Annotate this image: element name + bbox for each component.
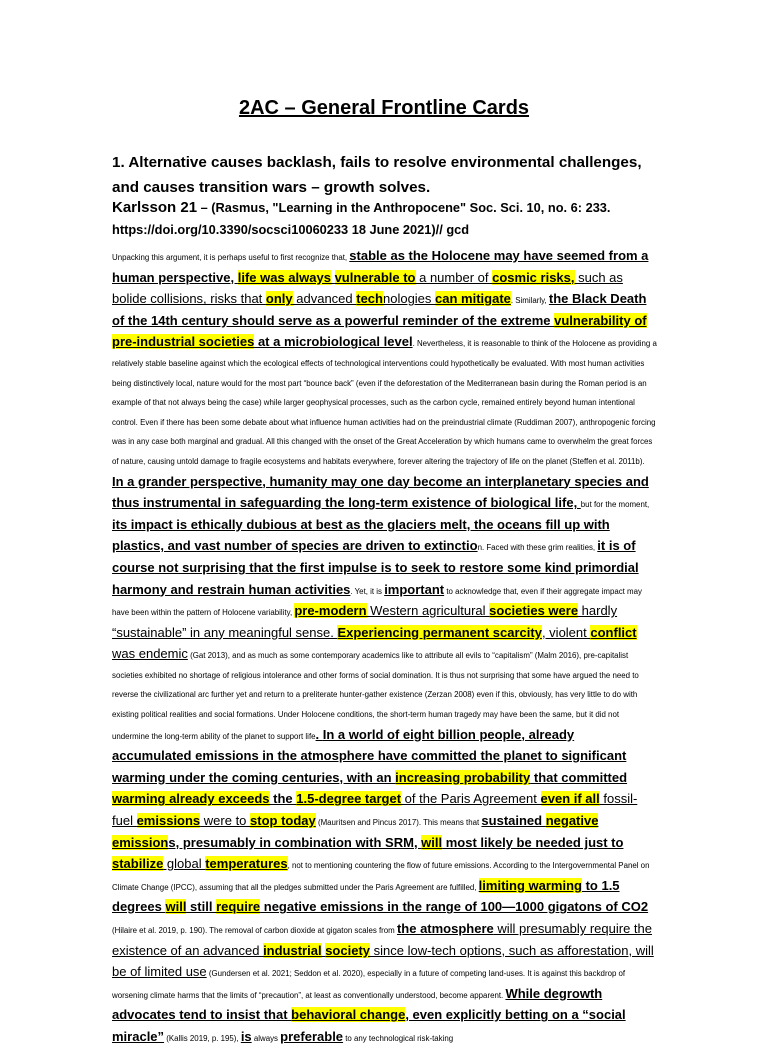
card-underlined: humanity may — [269, 473, 357, 489]
card-highlight: industrial — [263, 942, 322, 958]
page-title: 2AC – General Frontline Cards — [238, 97, 530, 119]
card-underlined: global — [163, 856, 206, 872]
card-highlight: negative emission — [112, 813, 599, 850]
card-highlight: can mitigate — [435, 291, 511, 307]
card-underlined: hardly “sustainable” in any meaningful sense. — [112, 603, 618, 640]
card-underlined: will presumably require the existence of an advanced — [112, 921, 652, 958]
card-underlined: s, presumably in combination with SRM, — [168, 834, 422, 850]
card-highlight: stabilize — [112, 856, 164, 872]
card-underlined: it is of course not surprising that the first impulse is to seek to restore some kind primordial harmony and restrain human activities — [112, 538, 639, 597]
card-tag: 1. Alternative causes backlash, fails to resolve environmental challenges, and causes transition wars – growth solves. — [112, 154, 642, 196]
card-text: . Similarly, — [510, 296, 549, 306]
card-highlight: tech — [356, 291, 383, 307]
card-citation — [112, 197, 657, 241]
card-text: to acknowledge that, even if their aggregate impact may have been within the pattern of Holocene variability, — [112, 586, 642, 618]
card-highlight: societies were — [489, 603, 579, 619]
cite-author: Karlsson 21 — [112, 199, 198, 216]
card-highlight: even if all — [540, 791, 600, 807]
card-text: , not to mentioning countering the flow of future emissions. According to the Intergovernmental Panel on Climate Change (IPCC), assuming that all the pledges submitted under the Paris Agreement are fulfilled, — [112, 861, 650, 892]
card-underlined: , even explicitly betting on a “social miracle” — [112, 1007, 626, 1044]
card-underlined: , violent — [541, 624, 591, 640]
card-underlined: still — [186, 899, 217, 915]
card-underlined: most likely be needed just to — [442, 834, 624, 850]
card-underlined: a number of — [415, 269, 493, 285]
card-text: but for the moment, — [580, 500, 650, 510]
card-highlight: increasing probability — [395, 769, 531, 785]
card-underlined: important — [384, 581, 445, 597]
card-highlight: 1.5-degree target — [296, 791, 402, 807]
card-highlight: only — [265, 291, 293, 307]
card-highlight: pre-modern — [294, 603, 367, 619]
card-highlight: behavioral change — [291, 1007, 406, 1023]
card-underlined: at a microbiological level — [254, 334, 413, 350]
card-underlined: stable as the Holocene may have seemed from a human perspective, — [112, 248, 649, 285]
card-underlined: preferable — [280, 1028, 344, 1044]
card-underlined: its impact is ethically dubious at best as the glaciers melt, the oceans fill up with plastics, and vast number of species are driven to extinctio — [112, 516, 610, 554]
card-body — [112, 246, 657, 1049]
card-underlined: advanced — [292, 291, 357, 307]
card-underlined: the Black Death of the 14th century should serve as a powerful reminder of the extreme — [112, 291, 647, 328]
card-highlight: require — [216, 899, 261, 915]
card-highlight: vulnerable to — [334, 269, 416, 285]
card-underlined: is — [240, 1028, 252, 1044]
card-underlined: the — [269, 791, 297, 807]
card-text: Unpacking this argument, it is perhaps useful to first recognize that, — [112, 253, 350, 262]
card-underlined: was endemic — [112, 646, 188, 662]
card-underlined: such as bolide collisions, risks that — [112, 269, 623, 307]
card-underlined: that committed — [530, 769, 628, 785]
card-highlight: emissions — [136, 813, 201, 829]
card-underlined: were to — [200, 813, 251, 829]
card-underlined: nologies — [382, 291, 436, 307]
card-text: n. Faced with these grim realities, — [477, 543, 598, 553]
card-highlight: vulnerability of pre-industrial societies — [112, 312, 647, 350]
card-underlined: Western agricultural — [366, 603, 490, 619]
cite-details: – (Rasmus, "Learning in the Anthropocene" Soc. Sci. 10, no. 6: 233. https://doi.org/10.3390/socsci10060233 18 June 2021)// gcd — [112, 200, 611, 237]
card-text: . Nevertheless, it is reasonable to think of the Holocene as providing a relatively stable baseline against which the ecological effects of technological interventions could hypothetically be evaluated. With most human activities being distinctively local, nature would for the most part “bounce back” (even if the deforestation of the Mediterranean basin during the Roman period is an example of that not always being the case) while larger geophysical processes, such as the carbon cycle, remained entirely beyond human intentional control. Even if there has been some debate about what influence human activities had on the preindustrial climate (Ruddiman 2007), anthropogenic forcing was in any case both marginal and gradual. All this changed with the onset of the Great Acceleration by which humans came to overwhelm the great forces of nature, causing untold damage to fragile ecosystems and habitats everywhere, forever altering the trajectory of life on the planet (Steffen et al. 2011b). — [112, 339, 657, 466]
card-highlight: temperatures — [205, 856, 288, 872]
card-underlined: to 1.5 degrees — [112, 877, 620, 915]
card-underlined: fossil-fuel — [112, 791, 638, 829]
card-underlined: negative emissions in the range of 100—1000 gigatons of CO2 — [260, 899, 649, 915]
card-underlined: In a grander perspective, — [112, 473, 270, 489]
card-text: (Gundersen et al. 2021; Seddon et al. 2020), especially in a future of competing land-uses. It is against this backdrop of worsening climate harms that the limits of “precaution”, at least as conventionally understood, become apparent. — [112, 969, 626, 1000]
card-highlight: conflict — [590, 624, 637, 640]
card-text: (Gat 2013), and as much as some contemporary academics like to attribute all evils to “capitalism” (Malm 2016), pre-capitalist societies exhibited no shortage of religious intolerance and other forms of social domination. It is thus not surprising that some have argued the need to reverse the civilizational arc further yet and return to a preliterate hunter-gather existence (Zerzan 2008) even if this, obviously, has very little to do with existing political realities and social formations. Under Holocene conditions, the short-term human tragedy may have been the same, but it did not undermine the long-term ability of the planet to support life — [112, 651, 639, 741]
card-highlight: society — [325, 942, 371, 958]
card-underlined: . — [315, 726, 323, 742]
card-underlined: one day become an interplanetary species and thus instrumental in safeguarding the long-term existence of biological life, — [112, 473, 649, 511]
card-underlined: the atmosphere — [396, 921, 494, 936]
card-highlight: will — [421, 834, 443, 850]
card-text: to any technological risk-taking — [343, 1033, 454, 1043]
card-highlight: limiting warming — [478, 877, 582, 893]
card-text: always — [251, 1033, 281, 1043]
card-text: (Kallis 2019, p. 195), — [164, 1033, 241, 1043]
card-highlight: Experiencing permanent scarcity — [337, 624, 542, 640]
card-highlight: cosmic risks, — [492, 269, 575, 285]
card-underlined: While degrowth advocates tend to insist that — [112, 985, 603, 1023]
card-underlined: of the Paris Agreement — [401, 791, 541, 807]
card-highlight: life was always — [237, 269, 331, 285]
card-highlight: warming already exceeds — [112, 791, 270, 807]
card-text: (Hilaire et al. 2019, p. 190). The removal of carbon dioxide at gigaton scales from — [112, 926, 397, 935]
card-underlined: In a world of eight billion people, already accumulated emissions in the atmosphere have committed the planet to significant warming under the coming centuries, with an — [112, 726, 627, 785]
card-text: . Yet, it is — [350, 586, 385, 596]
card-highlight: will — [165, 899, 187, 915]
card-text: (Mauritsen and Pincus 2017). This means that — [315, 818, 482, 828]
card-underlined: since low-tech options, such as afforestation, will be of limited use — [112, 942, 654, 980]
card-highlight: stop today — [250, 813, 316, 829]
card-underlined: sustained — [481, 813, 546, 829]
